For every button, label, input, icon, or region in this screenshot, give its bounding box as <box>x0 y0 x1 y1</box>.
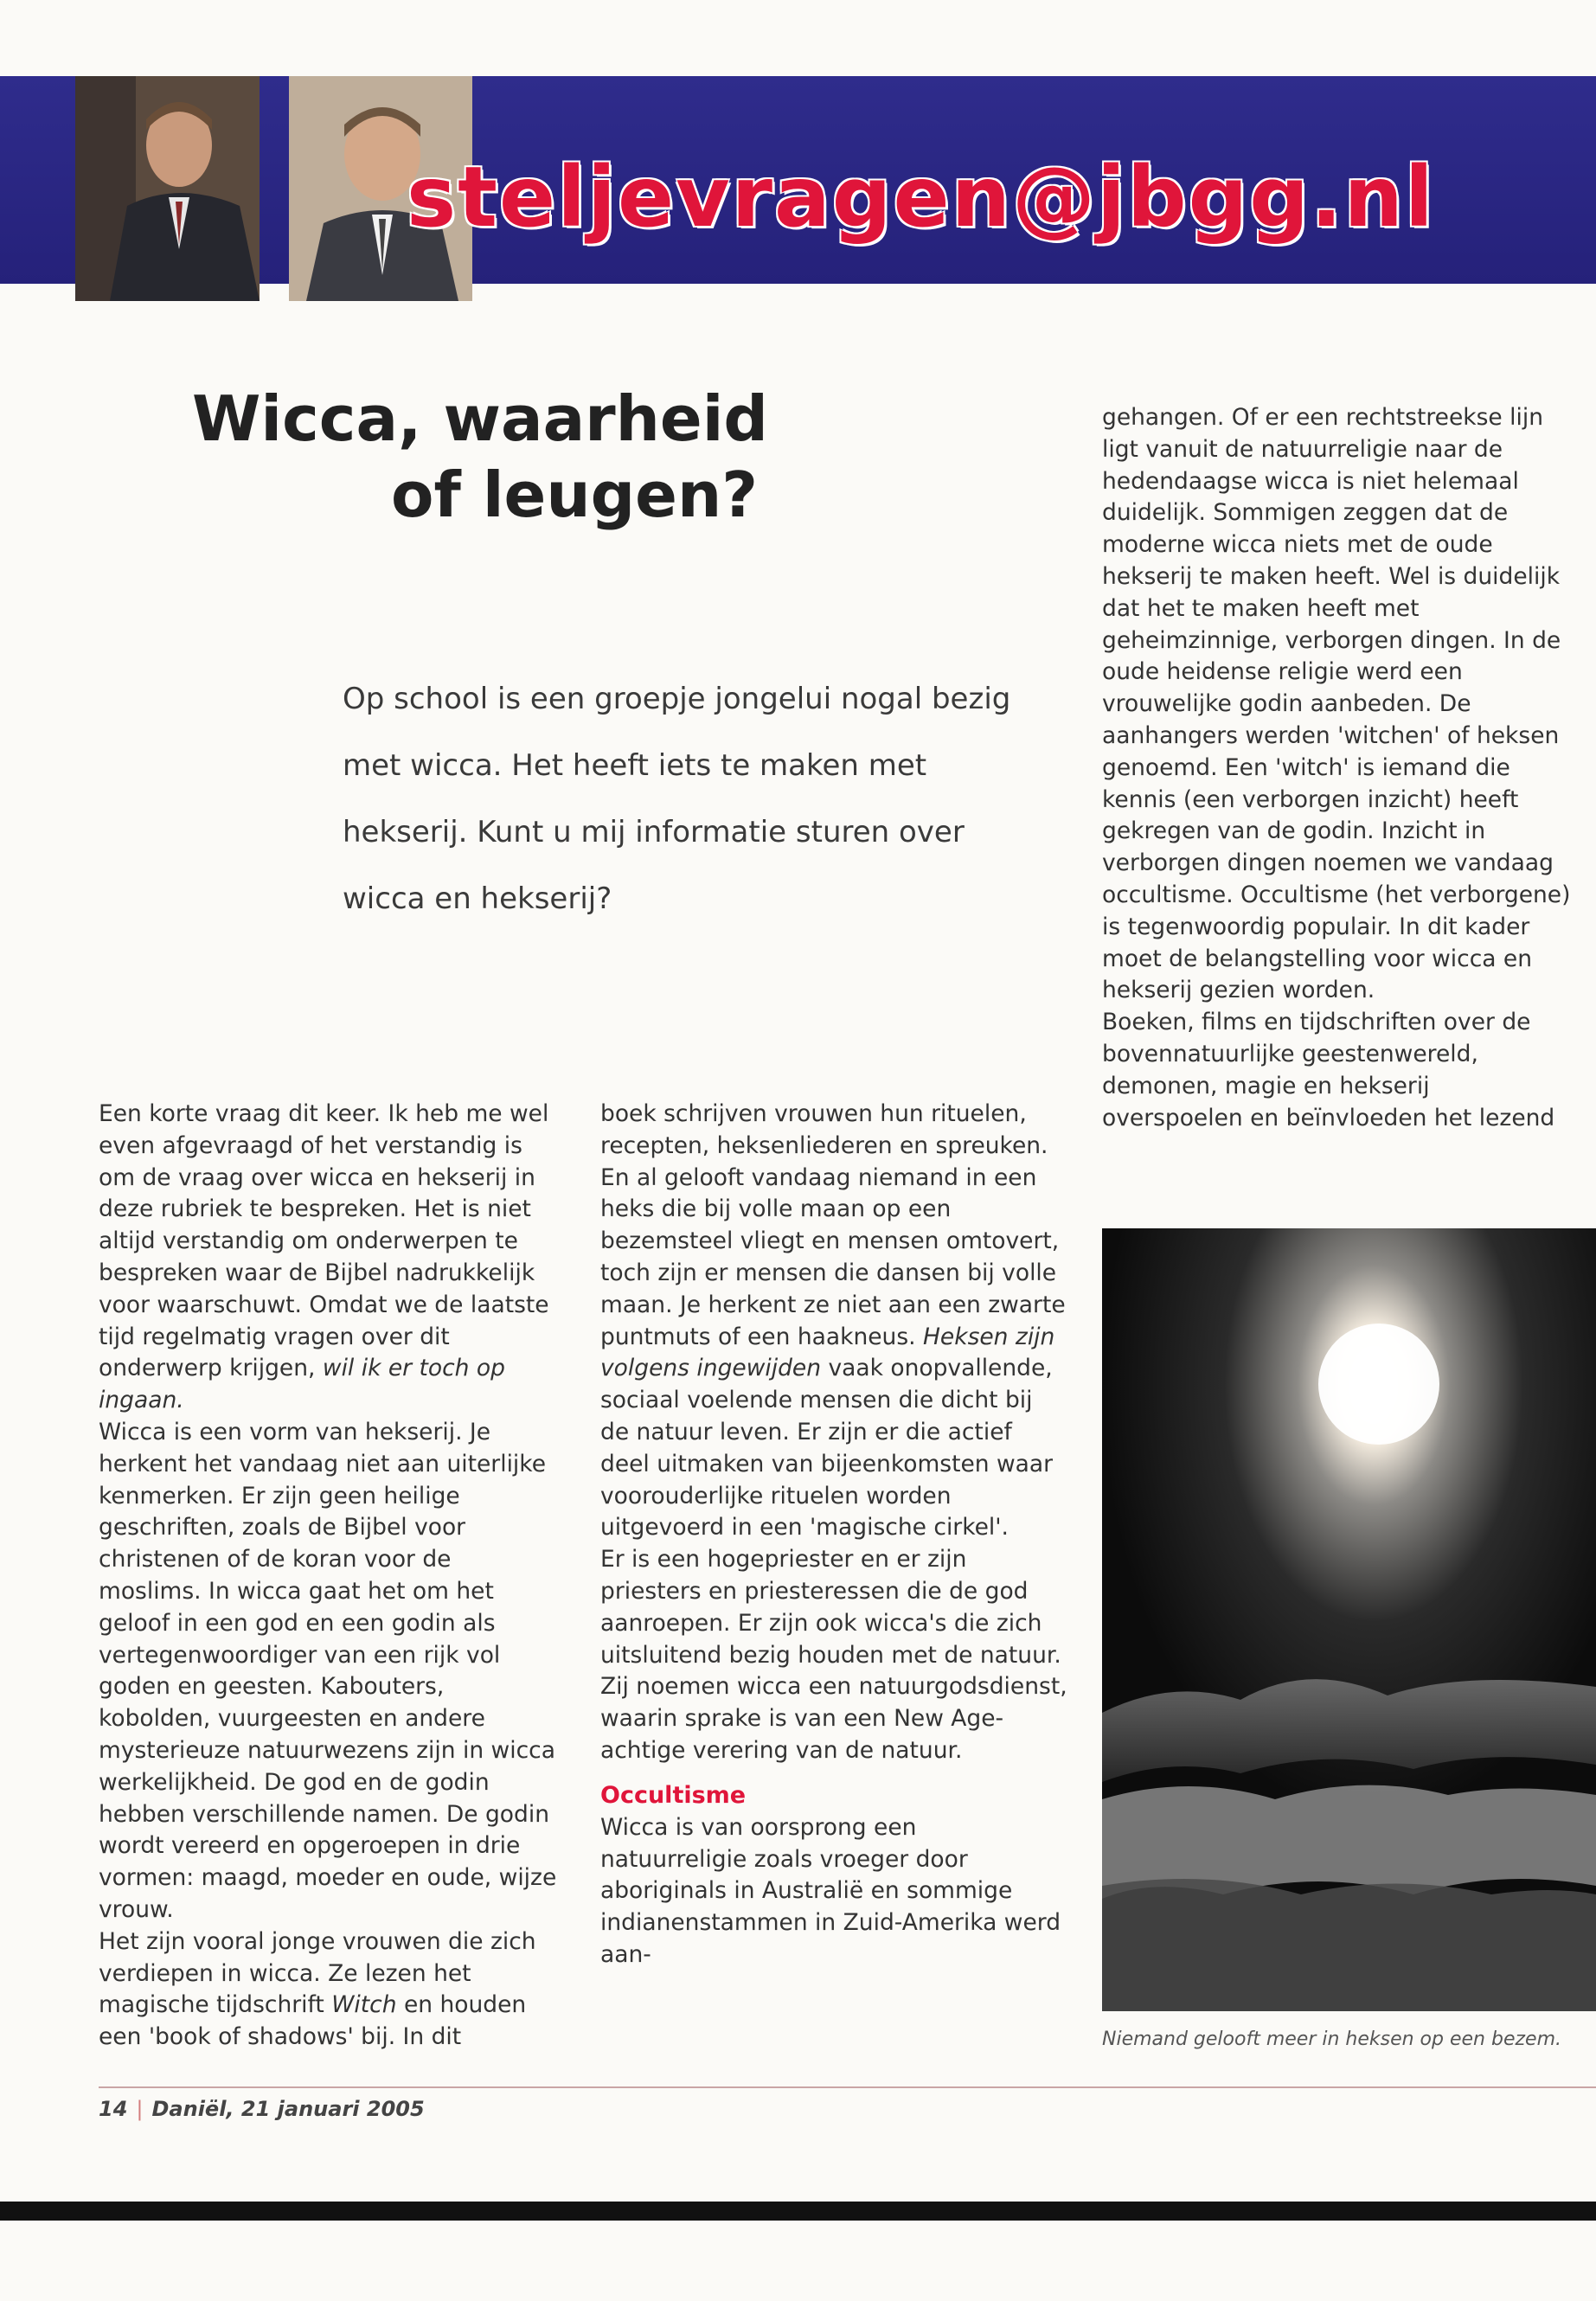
bottom-bar <box>0 2202 1596 2221</box>
speaker-figure <box>75 76 260 301</box>
contact-email[interactable]: steljevragen@jbgg.nl <box>407 149 1435 246</box>
section-heading: Occultisme <box>600 1781 747 1809</box>
paragraph <box>99 1926 557 2054</box>
reader-question: Op school is een groepje jongelui nogal bezig met wicca. Het heeft iets te maken met hekserij. Kunt u mij informatie sturen over wicca en hekserij? <box>343 682 1011 916</box>
page-footer <box>99 2097 425 2121</box>
page-number: 14 <box>99 2097 128 2121</box>
text-span: Een korte vraag dit keer. Ik heb me wel even afgevraagd of het verstandig is om de vraag over wicca en hekserij in deze rubriek te bespreken. Het is niet altijd verstandig om onderwerpen te bespreken waar de Bijbel nadrukkelijk voor waarschuwt. Omdat we de laatste tijd regelmatig vragen over dit onderwerp krijgen, <box>99 1100 549 1382</box>
title-line-1: Wicca, waarheid <box>192 382 768 455</box>
paragraph: Er is een hogepriester en er zijn priesters en priesteressen die de god aanroepen. Er zijn ook wicca's die zich uitsluitend bezig houden met de natuur. Zij noemen wicca een natuurgodsdienst, waarin sprake is van een New Age-achtige verering van de natuur. <box>600 1546 1067 1764</box>
column-1 <box>99 1099 557 2054</box>
text-span: Het zijn vooral jonge vrouwen die zich verdiepen in wicca. Ze lezen het magische tijdschrift <box>99 1927 536 2019</box>
moon-clouds-photo <box>1102 1228 1596 2011</box>
photo-caption: Niemand gelooft meer in heksen op een bezem. <box>1102 2029 1561 2050</box>
publication-info: Daniël, 21 januari 2005 <box>151 2097 425 2121</box>
emphasis: Witch <box>331 1991 397 2019</box>
emphasis: wil ik er toch op ingaan. <box>99 1355 505 1414</box>
paragraph <box>99 1099 557 1417</box>
speaker-photo <box>75 76 260 301</box>
moon-clouds-image <box>1102 1228 1596 2011</box>
paragraph: boek schrijven vrouwen hun rituelen, recepten, heksenliederen en spreuken. <box>600 1100 1048 1159</box>
column-3 <box>1102 402 1574 1134</box>
paragraph: Wicca is een vorm van hekserij. Je herkent het vandaag niet aan uiterlijke kenmerken. Er zijn geen heilige geschriften, zoals de Bijbel voor christenen of de koran voor de moslims. In wicca gaat het om het geloof in een god en een godin als vertegenwoordiger van een rijk vol goden en geesten. Kabouters, kobolden, vuurgeesten en andere mysterieuze natuurwezens zijn in wicca werkelijkheid. De god en de godin hebben verschillende namen. De godin wordt vereerd en opgeroepen in drie vormen: maagd, moeder en oude, wijze vrouw. <box>99 1418 557 1923</box>
paragraph <box>600 1163 1067 1545</box>
paragraph: Boeken, films en tijdschriften over de bovennatuurlijke geestenwereld, demonen, magie en hekserij overspoelen en beïnvloeden het lezend <box>1102 1009 1555 1131</box>
paragraph: Wicca is van oorsprong een natuurreligie zoals vroeger door aboriginals in Australië en sommige indianenstammen in Zuid-Amerika werd aan- <box>600 1813 1061 1968</box>
paragraph: gehangen. Of er een rechtstreekse lijn ligt vanuit de natuurreligie naar de hedendaagse wicca is niet helemaal duidelijk. Sommigen zeggen dat de moderne wicca niets met de oude hekserij te maken heeft. Wel is duidelijk dat het te maken heeft met geheimzinnige, verborgen dingen. In de oude heidense religie werd een vrouwelijke godin aanbeden. De aanhangers werden 'witchen' of heksen genoemd. Een 'witch' is iemand die kennis (een verborgen inzicht) heeft gekregen van de godin. Inzicht in verborgen dingen noemen we vandaag occultisme. Occultisme (het verborgene) is tegenwoordig populair. In dit kader moet de belangstelling voor wicca en hekserij gezien worden. <box>1102 404 1571 1004</box>
title-line-2: of leugen? <box>391 458 759 531</box>
emphasis: Heksen zijn volgens ingewijden <box>600 1323 1055 1382</box>
column-2 <box>600 1099 1067 1971</box>
text-span: en houden een 'book of shadows' bij. In dit <box>99 1991 527 2051</box>
footer-separator: | <box>136 2097 144 2121</box>
text-span: vaak onopvallende, sociaal voelende mensen die dicht bij de natuur leven. Er zijn er die actief deel uitmaken van bijeenkomsten waar voorouderlijke rituelen worden uitgevoerd in een 'magische cirkel'. <box>600 1355 1054 1541</box>
article-title <box>192 381 849 533</box>
footer-rule <box>99 2086 1596 2088</box>
text-span: En al gelooft vandaag niemand in een heks die bij volle maan op een bezemsteel vliegt en mensen omtovert, toch zijn er mensen die dansen bij volle maan. Je herkent ze niet aan een zwarte puntmuts of een haakneus. <box>600 1163 1066 1350</box>
